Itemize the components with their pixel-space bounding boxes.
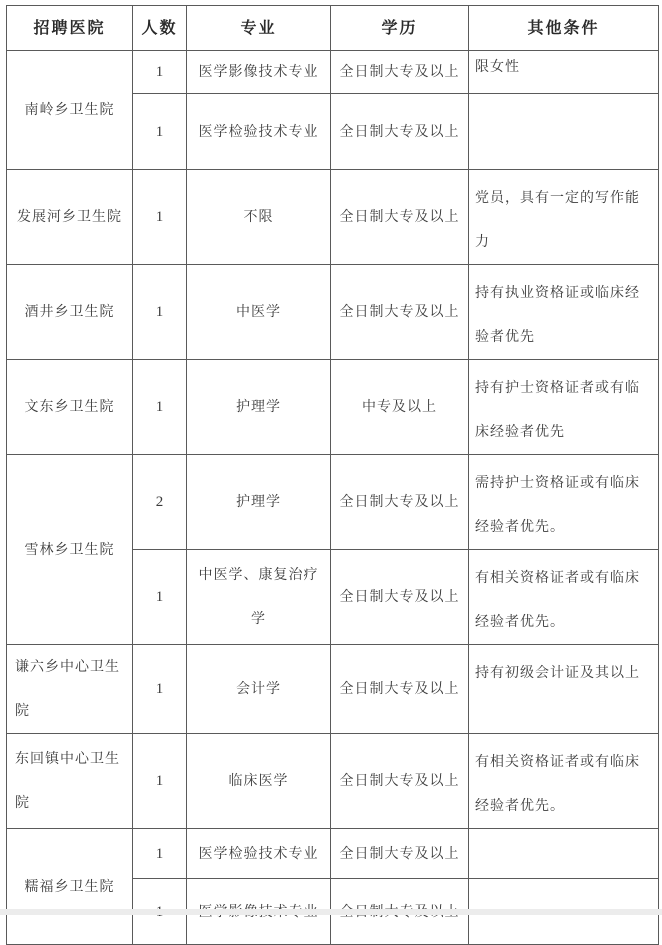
count-cell: 1 xyxy=(133,94,187,170)
count-cell: 1 xyxy=(133,645,187,734)
education-cell: 全日制大专及以上 xyxy=(331,51,469,94)
header-other: 其他条件 xyxy=(469,6,659,51)
hospital-cell: 东回镇中心卫生院 xyxy=(7,734,133,829)
table-row xyxy=(7,170,659,265)
major-cell: 中医学 xyxy=(187,265,331,360)
education-cell: 全日制大专及以上 xyxy=(331,455,469,550)
other-cell xyxy=(469,94,659,170)
header-hospital: 招聘医院 xyxy=(7,6,133,51)
other-cell: 党员，具有一定的写作能力 xyxy=(469,170,659,265)
count-cell: 1 xyxy=(133,734,187,829)
other-cell: 持有执业资格证或临床经验者优先 xyxy=(469,265,659,360)
major-cell: 医学检验技术专业 xyxy=(187,94,331,170)
header-education: 学历 xyxy=(331,6,469,51)
header-major: 专业 xyxy=(187,6,331,51)
recruitment-table xyxy=(6,5,659,945)
header-count: 人数 xyxy=(133,6,187,51)
education-cell: 全日制大专及以上 xyxy=(331,645,469,734)
major-cell: 会计学 xyxy=(187,645,331,734)
major-cell: 临床医学 xyxy=(187,734,331,829)
education-cell: 全日制大专及以上 xyxy=(331,170,469,265)
hospital-cell: 糯福乡卫生院 xyxy=(7,829,133,945)
other-cell: 限女性 xyxy=(469,51,659,94)
table-row xyxy=(7,360,659,455)
major-cell: 医学检验技术专业 xyxy=(187,829,331,879)
table-row xyxy=(7,455,659,550)
hospital-cell: 谦六乡中心卫生院 xyxy=(7,645,133,734)
table-row xyxy=(7,734,659,829)
education-cell: 全日制大专及以上 xyxy=(331,94,469,170)
other-cell: 有相关资格证者或有临床经验者优先。 xyxy=(469,550,659,645)
education-cell: 中专及以上 xyxy=(331,360,469,455)
bottom-edge xyxy=(0,909,662,915)
education-cell: 全日制大专及以上 xyxy=(331,734,469,829)
other-cell: 有相关资格证者或有临床经验者优先。 xyxy=(469,734,659,829)
other-cell: 需持护士资格证或有临床经验者优先。 xyxy=(469,455,659,550)
major-cell: 护理学 xyxy=(187,360,331,455)
education-cell: 全日制大专及以上 xyxy=(331,829,469,879)
table-row xyxy=(7,645,659,734)
count-cell: 1 xyxy=(133,265,187,360)
hospital-cell: 南岭乡卫生院 xyxy=(7,51,133,170)
table-row xyxy=(7,51,659,94)
education-cell: 全日制大专及以上 xyxy=(331,550,469,645)
table-row xyxy=(7,265,659,360)
table-row xyxy=(7,829,659,879)
education-cell: 全日制大专及以上 xyxy=(331,265,469,360)
other-cell: 持有护士资格证者或有临床经验者优先 xyxy=(469,360,659,455)
hospital-cell: 发展河乡卫生院 xyxy=(7,170,133,265)
major-cell: 中医学、康复治疗学 xyxy=(187,550,331,645)
hospital-cell: 雪林乡卫生院 xyxy=(7,455,133,645)
count-cell: 1 xyxy=(133,550,187,645)
major-cell: 不限 xyxy=(187,170,331,265)
major-cell: 医学影像技术专业 xyxy=(187,51,331,94)
header-row xyxy=(7,6,659,51)
hospital-cell: 文东乡卫生院 xyxy=(7,360,133,455)
count-cell: 1 xyxy=(133,360,187,455)
count-cell: 2 xyxy=(133,455,187,550)
major-cell: 护理学 xyxy=(187,455,331,550)
other-cell xyxy=(469,829,659,879)
hospital-cell: 酒井乡卫生院 xyxy=(7,265,133,360)
count-cell: 1 xyxy=(133,170,187,265)
other-cell: 持有初级会计证及其以上 xyxy=(469,645,659,734)
count-cell: 1 xyxy=(133,829,187,879)
count-cell: 1 xyxy=(133,51,187,94)
